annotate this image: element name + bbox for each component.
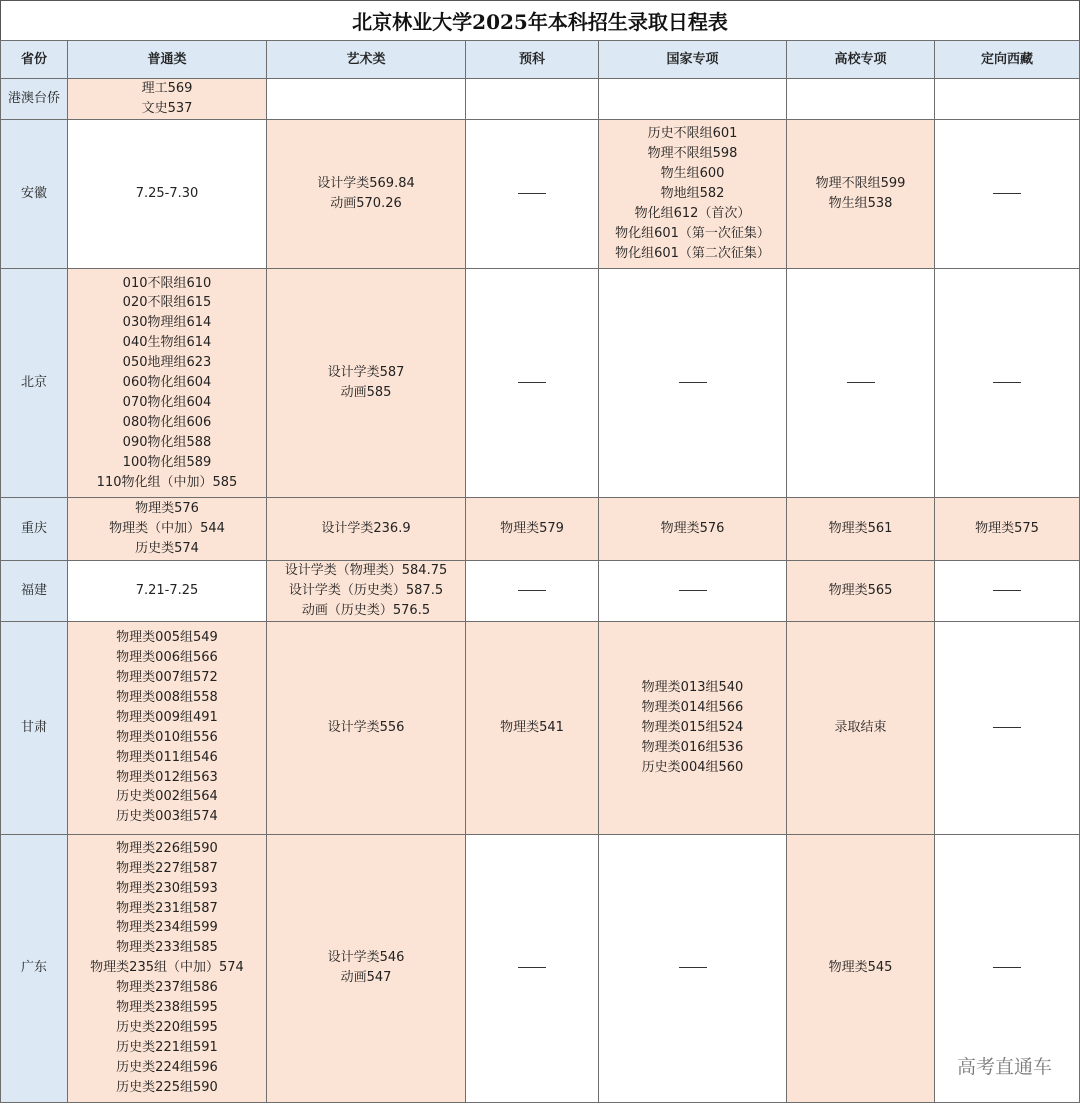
cell-art: [267, 834, 466, 1102]
cell-line: 物理类012组563: [116, 769, 218, 785]
cell-line: 物化组601（第一次征集）: [615, 225, 770, 241]
cell-national-special: [599, 498, 787, 561]
dash-placeholder: [466, 184, 598, 204]
cell-line: 物理类008组558: [116, 689, 218, 705]
cell-line: 物理类230组593: [116, 880, 218, 896]
cell-line: 070物化组604: [122, 394, 212, 410]
province-cell: 福建: [1, 561, 68, 622]
cell-art: [267, 621, 466, 834]
cell-line: 物理类233组585: [116, 940, 218, 956]
table-row: [1, 498, 1080, 561]
header-university-special: 高校专项: [787, 41, 935, 79]
cell-line: 文史537: [141, 101, 193, 116]
cell-university-special: [787, 561, 935, 622]
dash-line: [993, 382, 1021, 383]
cell-national-special: [599, 621, 787, 834]
cell-university-special: [787, 269, 935, 498]
table-row: [1, 269, 1080, 498]
table-row: [1, 120, 1080, 269]
cell-art: [267, 498, 466, 561]
header-art: 艺术类: [267, 41, 466, 79]
dash-line: [679, 967, 707, 968]
cell-line: 020不限组615: [122, 295, 212, 311]
dash-placeholder: [787, 373, 934, 393]
header-national-special: 国家专项: [599, 41, 787, 79]
table-row: [1, 834, 1080, 1102]
cell-line: 物理类238组595: [116, 1000, 218, 1016]
cell-line: 物理不限组599: [815, 176, 906, 192]
cell-line: 物理类009组491: [116, 709, 218, 725]
cell-line: 历史类004组560: [641, 759, 744, 775]
cell-line: 010不限组610: [122, 275, 212, 291]
cell-university-special: [787, 834, 935, 1102]
cell-preparatory: [466, 621, 599, 834]
cell-line: 历史类003组574: [116, 809, 218, 825]
cell-tibet-directed: [935, 269, 1080, 498]
cell-line: 设计学类236.9: [321, 521, 411, 537]
cell-university-special: [787, 621, 935, 834]
cell-general: [68, 834, 267, 1102]
cell-line: 物理类006组566: [116, 650, 218, 666]
cell-art: [267, 120, 466, 269]
cell-line: 物理类576: [660, 521, 725, 537]
province-cell: 广东: [1, 834, 68, 1102]
cell-line: 设计学类（物理类）584.75: [284, 563, 448, 578]
cell-line: 设计学类（历史类）587.5: [288, 582, 444, 598]
cell-line: 历史类221组591: [116, 1039, 218, 1055]
cell-preparatory: [466, 269, 599, 498]
cell-line: 物理类576: [135, 501, 199, 517]
cell-line: 设计学类546: [327, 950, 405, 966]
dash-placeholder: [466, 958, 598, 978]
cell-preparatory: [466, 498, 599, 561]
cell-line: 物理类011组546: [116, 749, 218, 765]
cell-line: 物生组538: [828, 196, 893, 211]
dash-line: [993, 727, 1021, 728]
cell-line: 物理类235组（中加）574: [90, 960, 244, 976]
cell-general: [68, 269, 267, 498]
cell-line: 动画（历史类）576.5: [301, 602, 431, 618]
cell-line: 历史类220组595: [116, 1019, 218, 1035]
cell-line: 040生物组614: [122, 335, 212, 351]
cell-tibet-directed: [935, 561, 1080, 622]
cell-national-special: [599, 269, 787, 498]
cell-line: 080物化组606: [122, 414, 212, 430]
cell-line: 110物化组（中加）585: [96, 474, 238, 490]
dash-line: [518, 382, 546, 383]
table-row: [1, 561, 1080, 622]
cell-line: 物理类015组524: [641, 719, 744, 735]
cell-line: 历史类225组590: [116, 1079, 218, 1095]
cell-tibet-directed: [935, 621, 1080, 834]
dash-line: [993, 967, 1021, 968]
cell-art: [267, 561, 466, 622]
cell-general: [68, 120, 267, 269]
cell-line: 050地理组623: [122, 355, 212, 371]
cell-line: 物理类007组572: [116, 670, 218, 685]
cell-line: 物化组601（第二次征集）: [615, 245, 770, 261]
cell-general: [68, 561, 267, 622]
cell-line: 历史类002组564: [116, 789, 218, 805]
watermark: 高考直通车: [956, 1056, 1052, 1078]
table-row: [1, 621, 1080, 834]
cell-tibet-directed: [935, 79, 1080, 120]
cell-line: 7.21-7.25: [135, 582, 199, 598]
cell-line: 物理类227组587: [116, 860, 218, 876]
cell-line: 030物理组614: [122, 315, 212, 331]
cell-preparatory: [466, 561, 599, 622]
cell-line: 物理类237组586: [116, 980, 218, 996]
province-cell: 安徽: [1, 120, 68, 269]
cell-national-special: [599, 834, 787, 1102]
cell-line: 物理类231组587: [116, 900, 218, 916]
cell-line: 物理类013组540: [641, 679, 744, 695]
dash-placeholder: [935, 184, 1079, 204]
cell-national-special: [599, 79, 787, 120]
cell-line: 动画547: [340, 970, 392, 986]
dash-placeholder: [935, 718, 1079, 738]
dash-placeholder: [466, 373, 598, 393]
cell-art: [267, 269, 466, 498]
cell-line: 设计学类556: [327, 719, 405, 735]
cell-line: 物理类541: [500, 719, 564, 735]
cell-art: [267, 79, 466, 120]
cell-line: 设计学类587: [327, 365, 405, 381]
cell-line: 物理不限组598: [647, 146, 738, 162]
header-province: 省份: [1, 41, 68, 79]
dash-placeholder: [935, 373, 1079, 393]
cell-line: 物生组600: [660, 166, 725, 182]
table-title: 北京林业大学2025年本科招生录取日程表: [0, 0, 1080, 40]
dash-placeholder: [599, 581, 786, 601]
cell-line: 090物化组588: [122, 434, 212, 450]
cell-line: 物理类005组549: [116, 630, 218, 646]
cell-line: 物理类010组556: [116, 729, 218, 745]
cell-line: 物化组612（首次）: [634, 205, 751, 221]
cell-line: 物理类579: [500, 521, 564, 537]
cell-line: 动画570.26: [330, 196, 402, 211]
cell-line: 物理类545: [828, 960, 893, 976]
cell-line: 物理类226组590: [116, 840, 218, 856]
province-cell: 北京: [1, 269, 68, 498]
header-row: [1, 41, 1080, 79]
table-row: [1, 79, 1080, 120]
dash-line: [993, 590, 1021, 591]
cell-line: 物理类561: [828, 521, 893, 537]
cell-line: 设计学类569.84: [317, 176, 415, 192]
dash-placeholder: [599, 958, 786, 978]
dash-line: [679, 382, 707, 383]
dash-line: [518, 590, 546, 591]
cell-preparatory: [466, 120, 599, 269]
dash-line: [518, 967, 546, 968]
cell-university-special: [787, 498, 935, 561]
cell-line: 动画585: [340, 385, 392, 400]
dash-line: [679, 590, 707, 591]
cell-general: [68, 498, 267, 561]
cell-university-special: [787, 120, 935, 269]
cell-line: 历史不限组601: [647, 126, 738, 142]
dash-placeholder: [935, 958, 1079, 978]
header-general: 普通类: [68, 41, 267, 79]
cell-line: 7.25-7.30: [135, 186, 199, 202]
cell-line: 物理类（中加）544: [109, 521, 225, 537]
cell-general: [68, 621, 267, 834]
dash-line: [518, 193, 546, 194]
cell-line: 历史类224组596: [116, 1059, 218, 1075]
cell-line: 录取结束: [834, 719, 887, 735]
cell-line: 060物化组604: [122, 375, 212, 391]
cell-line: 物理类014组566: [641, 699, 744, 715]
cell-line: 物理类565: [828, 582, 893, 598]
province-cell: 重庆: [1, 498, 68, 561]
cell-line: 历史类574: [135, 540, 199, 556]
cell-preparatory: [466, 834, 599, 1102]
cell-line: 物理类575: [975, 521, 1039, 537]
dash-placeholder: [599, 373, 786, 393]
cell-line: 理工569: [141, 81, 193, 97]
dash-line: [847, 382, 875, 383]
cell-line: 物理类234组599: [116, 920, 218, 936]
dash-line: [993, 193, 1021, 194]
cell-national-special: [599, 120, 787, 269]
cell-tibet-directed: [935, 498, 1080, 561]
cell-line: 物理类016组536: [641, 739, 744, 755]
header-tibet-directed: 定向西藏: [935, 41, 1080, 79]
admission-schedule-table: [0, 40, 1080, 1103]
province-cell: 港澳台侨: [1, 79, 68, 120]
province-cell: 甘肃: [1, 621, 68, 834]
header-preparatory: 预科: [466, 41, 599, 79]
cell-national-special: [599, 561, 787, 622]
dash-placeholder: [935, 581, 1079, 601]
dash-placeholder: [466, 581, 598, 601]
cell-tibet-directed: [935, 120, 1080, 269]
cell-preparatory: [466, 79, 599, 120]
cell-line: 物地组582: [660, 186, 725, 202]
cell-university-special: [787, 79, 935, 120]
cell-general: [68, 79, 267, 120]
cell-line: 100物化组589: [122, 454, 212, 470]
